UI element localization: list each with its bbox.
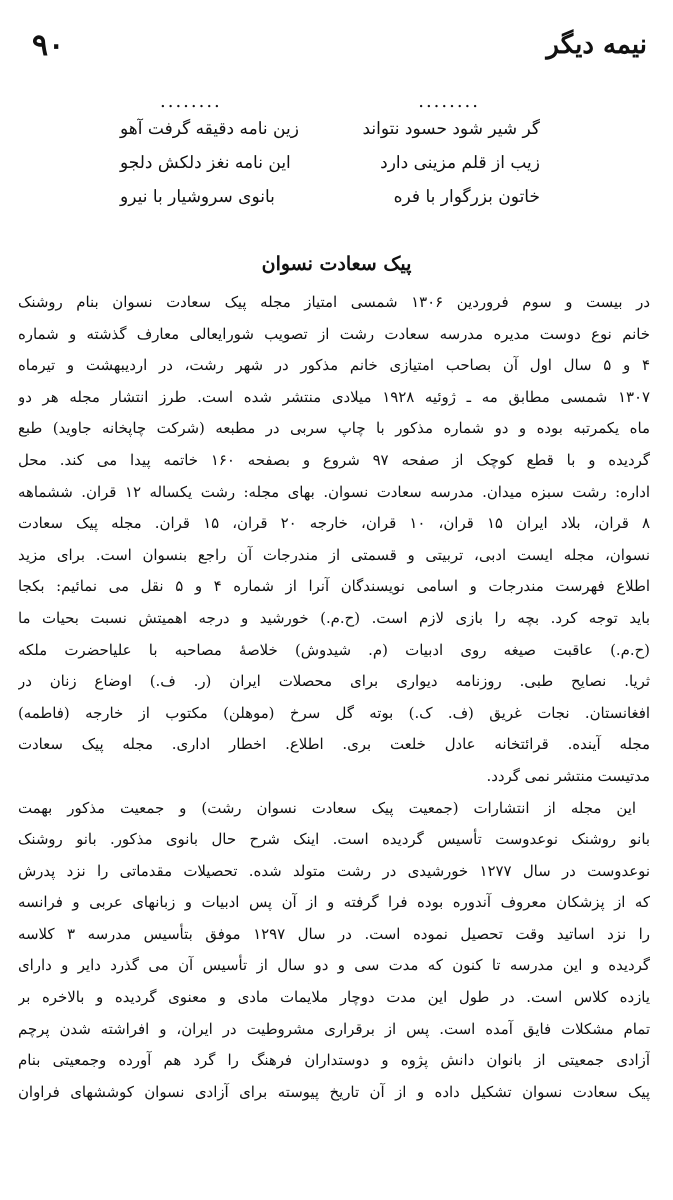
verse xyxy=(120,180,540,214)
page-header xyxy=(24,28,647,68)
poem xyxy=(120,92,540,214)
text-line: باید توجه کرد. بچه را بازی لازم است. (ح.م.) خورشید و درجه اهمیتش نسبت بحیات ما xyxy=(18,608,650,627)
text-line: ۴ و ۵ سال اول آن بصاحب امتیازی خانم مذکور در شهر رشت، در اردیبهشت و تیرماه xyxy=(18,356,650,375)
text-line: که از پزشکان معروف آندوره بوده فرا گرفته و از آن پس ادبیات و زبانهای عربی و فرانسه xyxy=(18,893,650,912)
text-line: آزادی جمعیتی از بانوان دانش پژوه و دوستداران فرهنگ را گرد هم آورده وجمعیتی بنام xyxy=(18,1051,650,1070)
hemistich-right: گر شیر شود حسود نتواند xyxy=(362,119,540,139)
text-line: مجله آینده. قرائتخانه عادل خلعت بری. اطلاع. اخطار اداری. مجله پیک سعادت xyxy=(18,735,650,754)
text-line: افغانستان. نجات غریق (ف. ک.) بوته گل سرخ (موهلن) مکتوب از خارجه (فاطمه) xyxy=(18,703,650,722)
text-line: را نزد اساتید وقت تحصیل نموده است. در سال ۱۲۹۷ موفق بتأسیس مدرسه ۳ کلاسه xyxy=(18,924,650,943)
text-line: این مجله از انتشارات (جمعیت پیک سعادت نسوان رشت) و جمعیت مذکور بهمت xyxy=(18,798,636,817)
hemistich-left: زین نامه دقیقه گرفت آهو xyxy=(120,119,299,139)
ornament-right: ........ xyxy=(418,91,480,112)
text-line: تمام مشکلات فایق آمده است. پس از برقراری مشروطیت در ایران، و افراشته شدن پرچم xyxy=(18,1019,650,1038)
verse xyxy=(120,146,540,180)
text-line: پیک سعادت نسوان تشکیل داده و از آن تاریخ پیوسته برای آزادی نسوان کوششهای فراوان xyxy=(18,1082,650,1101)
text-line: اداره: رشت سبزه میدان. مدرسه سعادت نسوان. بهای مجله: رشت یکساله ۱۲ قران. ششماهه xyxy=(18,482,650,501)
text-line: ۱۳۰۷ شمسی مطابق مه ـ ژوئیه ۱۹۲۸ میلادی منتشر شده است. طرز انتشار مجله هر دو xyxy=(18,387,650,406)
running-title: نیمه دیگر xyxy=(546,30,647,60)
ornament-left: ........ xyxy=(160,91,222,112)
text-line: ۸ قران، بلاد ایران ۱۵ قران، ۱۰ قران، خارجه ۲۰ قران، ۱۵ قران. مجله پیک سعادت xyxy=(18,514,650,533)
text-line: بانو روشنک نوعدوست تأسیس گردیده است. اینک شرح حال بانوی مذکور. بانو روشنک xyxy=(18,830,650,849)
text-line: گردیده و با قطع کوچک از صفحه ۹۷ شروع و بصفحه ۱۶۰ خاتمه پیدا می کند. محل xyxy=(18,450,650,469)
text-line: نسوان، مجله ایست ادبی، تربیتی و قسمتی از مندرجات آن راجع بنسوان است. برای مزید xyxy=(18,545,650,564)
text-line: خانم نوع دوست مدیره مدرسه سعادت رشت از تصویب شورایعالی معارف گذشته و شماره xyxy=(18,324,650,343)
text-line: ماه یکمرتبه بوده و دو شماره مذکور با چاپ سربی در مطبعه (شرکت چاپخانه جاوید) طبع xyxy=(18,419,650,438)
body-text xyxy=(18,287,650,1108)
hemistich-left: این نامه نغز دلکش دلجو xyxy=(120,153,291,173)
text-line: مدتیست منتشر نمی گردد. xyxy=(486,766,650,785)
paragraph-2 xyxy=(18,793,650,1109)
hemistich-right: خاتون بزرگوار با فره xyxy=(393,187,540,207)
text-line: در بیست و سوم فروردین ۱۳۰۶ شمسی امتیاز مجله پیک سعادت نسوان بنام روشنک xyxy=(18,293,650,311)
verse xyxy=(120,112,540,146)
hemistich-left: بانوی سروشیار با نیرو xyxy=(120,187,275,207)
section-title: پیک سعادت نسوان xyxy=(261,253,412,275)
text-line: اطلاع فهرست مندرجات و اسامی نویسندگان آنرا از شماره ۴ و ۵ نقل می نمائیم: بکجا xyxy=(18,577,650,596)
text-line: ثریا. نصایح طبی. روزنامه دیواری برای محصلات ایران (ر. ف.) اوضاع زنان در xyxy=(18,672,650,691)
page-number: ۹۰ xyxy=(32,28,65,63)
text-line: نوعدوست در سال ۱۲۷۷ خورشیدی در رشت متولد شده. تحصیلات مقدماتی را نزد پدرش xyxy=(18,861,650,880)
hemistich-right: زیب از قلم مزینی دارد xyxy=(380,153,540,173)
text-line: (ح.م.) عاقبت صیغه روی ادبیات (م. شیدوش) خلاصهٔ مصاحبه با علیاحضرت ملکه xyxy=(18,640,650,659)
text-line: یازده کلاس است. در طول این مدت دوچار ملایمات مادی و معنوی گردیده و بالاخره بر xyxy=(18,988,650,1007)
text-line: گردیده و این مدرسه تا کنون که مدت سی و دو سال از تأسیس آن می گذرد دایر و دارای xyxy=(18,956,650,975)
poem-ornament xyxy=(120,92,540,112)
paragraph-1 xyxy=(18,287,650,793)
